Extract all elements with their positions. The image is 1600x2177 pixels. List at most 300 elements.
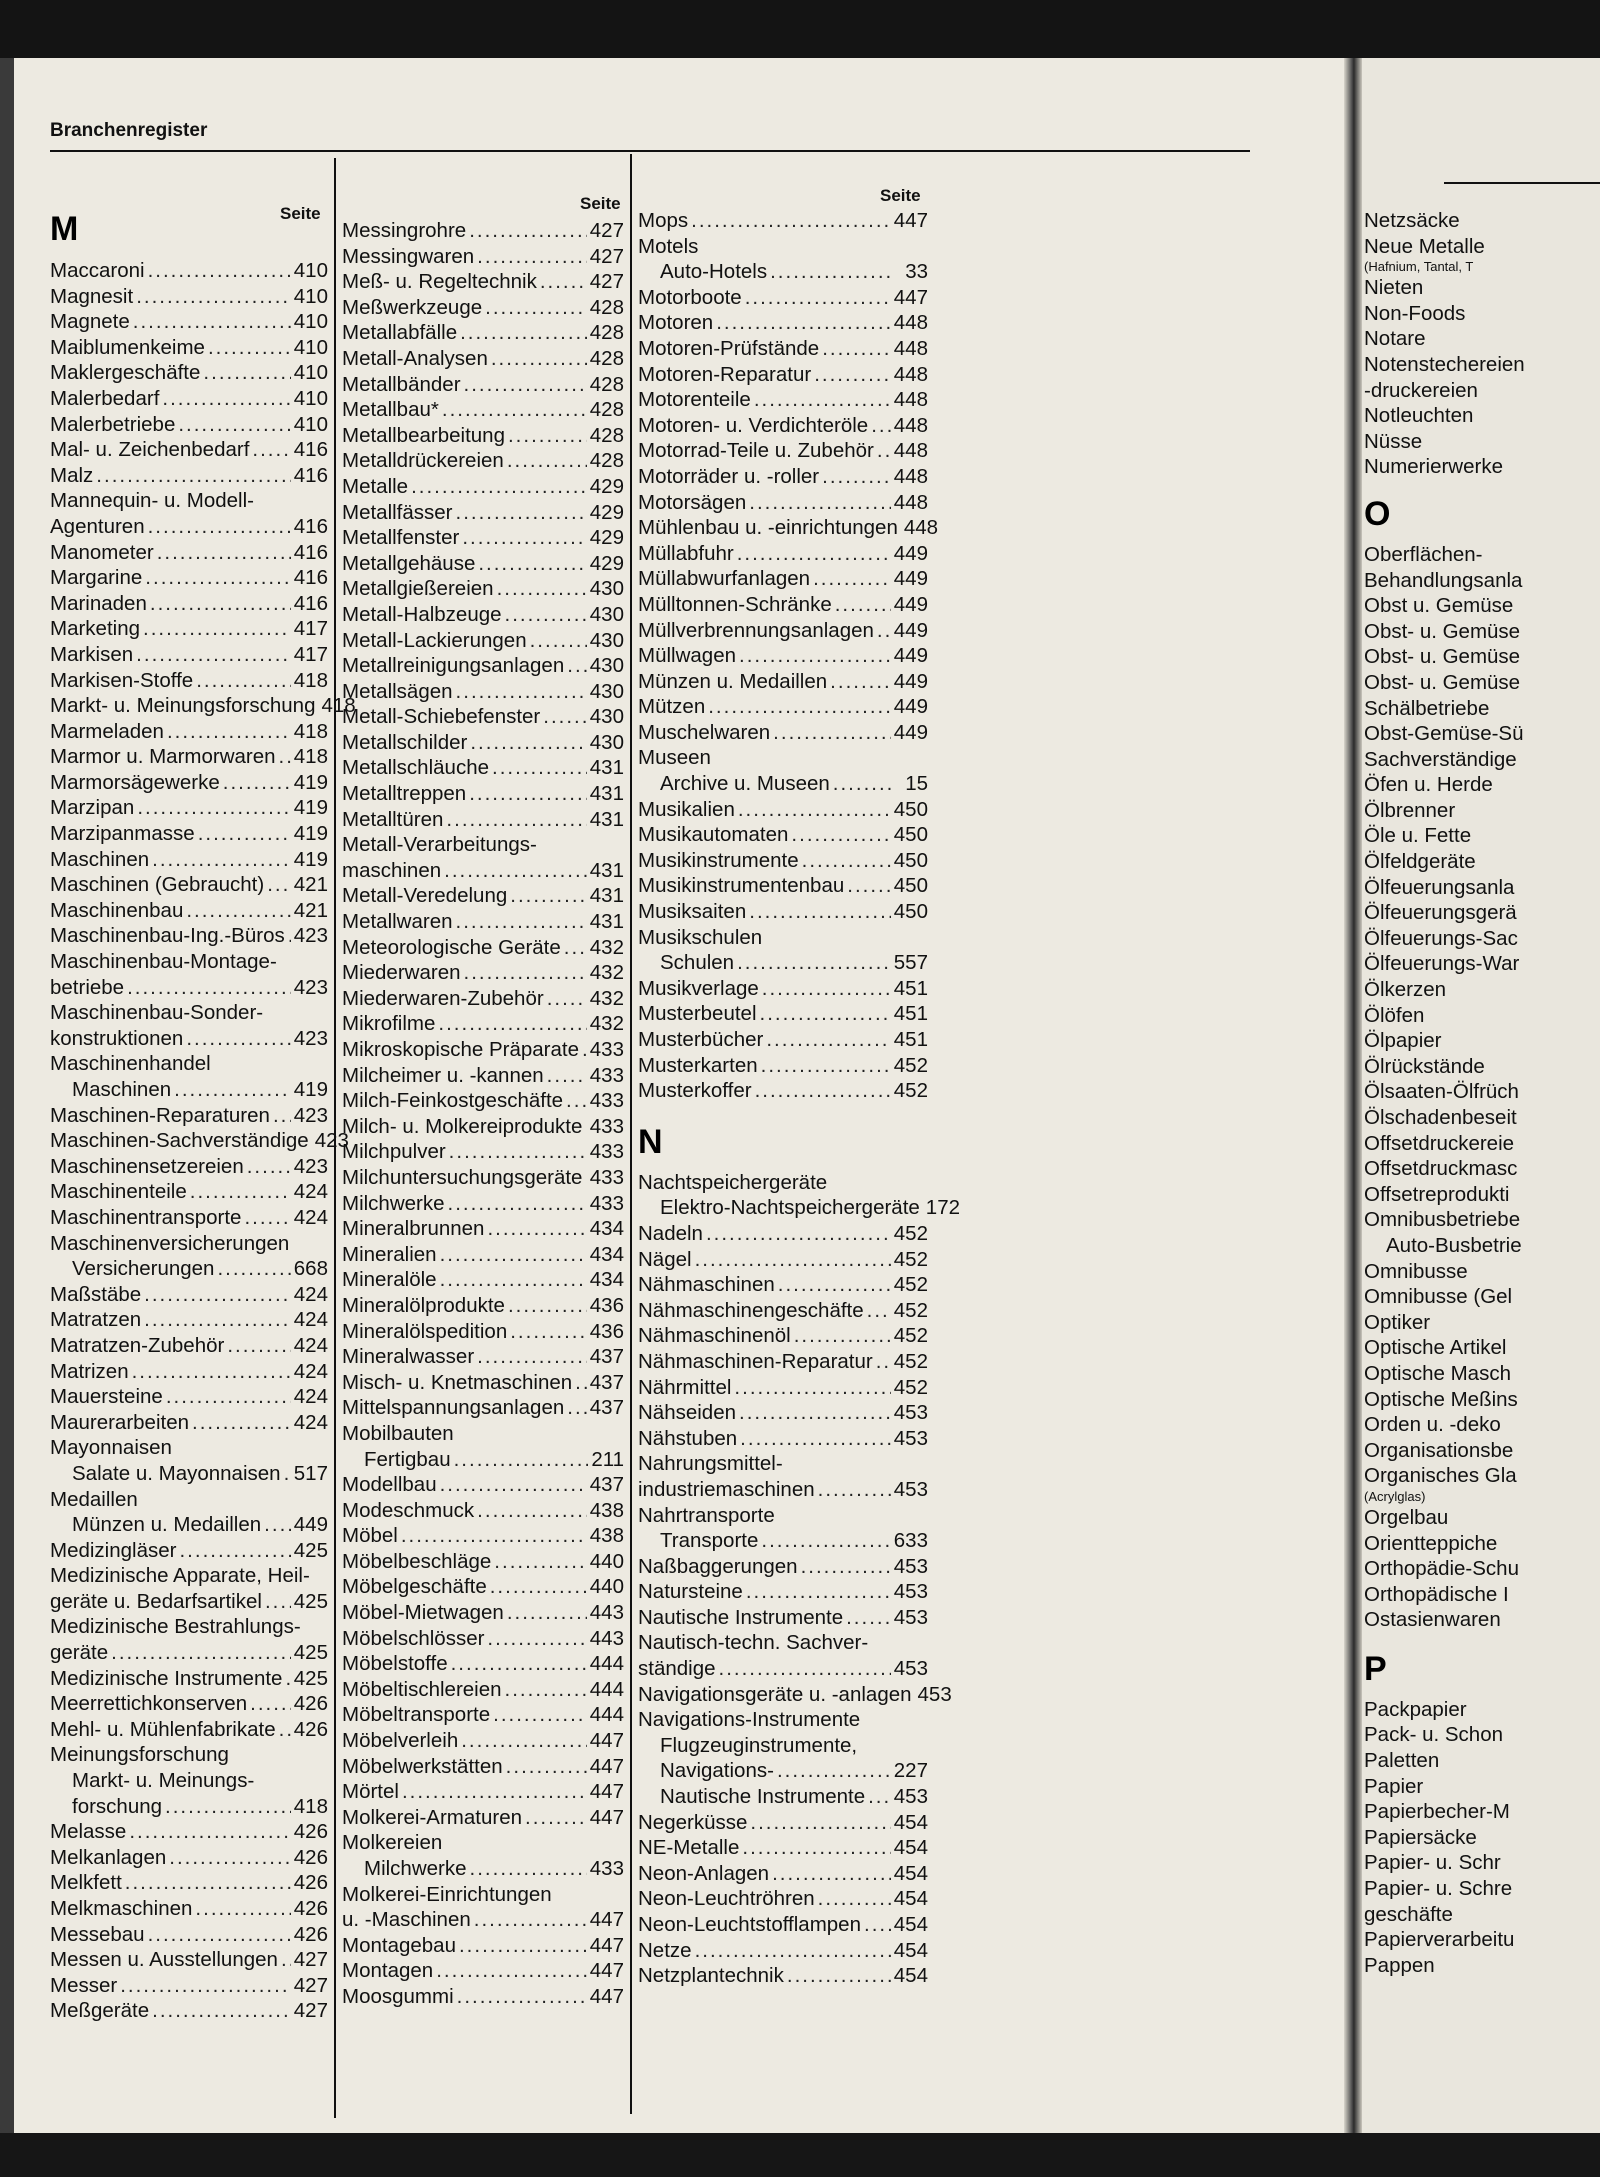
leader-dots	[127, 975, 291, 1001]
entry-page-number: 416	[293, 514, 328, 538]
index-entry	[1364, 568, 1600, 594]
column-3-entries-n	[638, 1170, 961, 1989]
entry-term: Mops	[638, 209, 689, 232]
entry-term: Versicherungen	[72, 1257, 215, 1281]
index-entry	[50, 898, 328, 924]
entry-term: Milch- u. Molkereiprodukte	[342, 1114, 583, 1138]
index-entry	[342, 1216, 624, 1242]
index-entry	[342, 1882, 624, 1908]
leader-dots	[125, 1870, 291, 1896]
index-entry	[342, 730, 624, 756]
index-entry	[342, 653, 624, 679]
entry-term: Omnibusbetriebe	[1364, 1208, 1521, 1232]
entry-term: Salate u. Mayonnaisen	[72, 1461, 281, 1485]
entry-page-number: 454	[893, 1913, 928, 1936]
leader-dots	[464, 372, 587, 398]
leader-dots	[540, 269, 587, 295]
entry-term: Marzipan	[50, 796, 135, 820]
entry-term: Optische Artikel	[1364, 1336, 1507, 1360]
entry-page-number: 453	[893, 1554, 928, 1578]
index-entry	[342, 832, 624, 858]
index-entry	[1364, 747, 1600, 773]
entry-term: Münzen u. Medaillen	[638, 669, 828, 693]
index-entry	[50, 872, 328, 898]
leader-dots	[505, 1677, 587, 1703]
index-entry	[638, 387, 928, 413]
entry-term: Mannequin- u. Modell-	[50, 489, 254, 513]
index-entry	[342, 1933, 624, 1959]
entry-page-number: 453	[893, 1785, 928, 1809]
entry-term: Navigations-Instrumente	[638, 1708, 861, 1732]
index-entry	[342, 1472, 624, 1498]
column-4-entries-o	[1364, 542, 1600, 1633]
index-entry	[638, 490, 928, 516]
leader-dots	[448, 1191, 587, 1217]
entry-term: Transporte	[660, 1529, 759, 1553]
entry-page-number: 429	[589, 500, 624, 524]
entry-term: Möbeltischlereien	[342, 1677, 502, 1701]
entry-page-number: 431	[589, 910, 624, 934]
index-entry	[1364, 352, 1600, 378]
index-entry	[342, 1267, 624, 1293]
entry-page-number: 448	[893, 362, 928, 386]
entry-page-number: 424	[293, 1333, 328, 1357]
entry-term: Markisen-Stoffe	[50, 668, 194, 692]
index-entry	[1364, 1774, 1600, 1800]
leader-dots	[217, 1256, 290, 1282]
entry-page-number: 423	[293, 975, 328, 999]
index-entry	[342, 1728, 624, 1754]
leader-dots	[136, 642, 291, 668]
entry-page-number: 410	[293, 335, 328, 359]
entry-term: Elektro-Nachtspeichergeräte	[660, 1196, 920, 1220]
leader-dots	[198, 821, 291, 847]
index-entry	[342, 960, 624, 986]
leader-dots	[470, 730, 586, 756]
index-entry	[638, 259, 928, 285]
entry-page-number: 425	[293, 1589, 328, 1613]
leader-dots	[493, 1702, 587, 1728]
index-entry	[50, 309, 328, 335]
entry-page-number: 428	[589, 372, 624, 396]
leader-dots	[749, 490, 891, 516]
entry-term: Metalle	[342, 474, 409, 498]
leader-dots	[178, 412, 290, 438]
index-entry	[638, 1195, 961, 1221]
entry-term: Organisationsbe	[1364, 1438, 1514, 1462]
entry-term: Meinungsforschung	[50, 1743, 229, 1767]
leader-dots	[487, 1626, 586, 1652]
index-entry	[50, 975, 328, 1001]
leader-dots	[157, 540, 291, 566]
entry-term: Maschinen	[72, 1078, 172, 1101]
index-entry	[342, 448, 624, 474]
index-entry	[1364, 1387, 1600, 1413]
index-entry	[342, 1344, 624, 1370]
entry-page-number: 430	[589, 705, 624, 729]
index-entry	[638, 1349, 928, 1375]
entry-page-number: 429	[589, 551, 624, 575]
leader-dots	[818, 1477, 891, 1503]
index-entry	[342, 1754, 624, 1780]
entry-term: Mittelspannungsanlagen	[342, 1396, 565, 1420]
entry-page-number: 430	[589, 628, 624, 652]
index-entry	[342, 704, 624, 730]
leader-dots	[818, 1886, 891, 1912]
leader-dots	[462, 525, 586, 551]
entry-page-number: 427	[293, 1948, 328, 1972]
index-entry	[638, 797, 928, 823]
leader-dots	[120, 1973, 291, 1999]
entry-term: Maschinen (Gebraucht)	[50, 873, 265, 897]
entry-term: Messen u. Ausstellungen	[50, 1948, 278, 1972]
entry-page-number: 416	[293, 438, 328, 462]
entry-page-number: 425	[293, 1666, 328, 1690]
entry-term: Markt- u. Meinungs-	[72, 1769, 255, 1793]
entry-term: Musikalien	[638, 797, 735, 821]
entry-term: Margarine	[50, 566, 143, 590]
entry-term: Metall-Lackierungen	[342, 628, 527, 652]
entry-term: Ölfeuerungsgerä	[1364, 901, 1517, 925]
index-entry	[50, 1922, 328, 1948]
index-entry	[50, 1538, 328, 1564]
entry-page-number: 410	[293, 412, 328, 436]
entry-term: Maßstäbe	[50, 1282, 142, 1306]
entry-page-number: 430	[589, 577, 624, 601]
entry-page-number: 452	[893, 1324, 928, 1348]
entry-term: Ölrückstände	[1364, 1054, 1485, 1078]
index-entry	[638, 592, 928, 618]
entry-page-number: 421	[293, 873, 328, 897]
entry-term: forschung	[72, 1794, 163, 1818]
index-entry	[50, 668, 328, 694]
entry-term: Nieten	[1364, 276, 1424, 300]
index-entry	[1364, 977, 1600, 1003]
index-entry	[1364, 1463, 1600, 1489]
entry-page-number: 557	[893, 951, 928, 975]
index-entry	[1364, 1876, 1600, 1902]
entry-page-number: 418	[293, 745, 328, 769]
entry-term: Maccaroni	[50, 259, 145, 282]
index-entry	[638, 234, 928, 260]
index-entry	[342, 295, 624, 321]
entry-page-number: 448	[893, 439, 928, 463]
entry-term: Obst- u. Gemüse	[1364, 619, 1521, 643]
index-entry	[638, 822, 928, 848]
entry-term: Metallbänder	[342, 372, 461, 396]
index-entry	[1364, 1207, 1600, 1233]
index-entry	[638, 1426, 928, 1452]
entry-term: Maschinenbau-Montage-	[50, 950, 277, 974]
leader-dots	[449, 1139, 587, 1165]
index-entry	[638, 515, 939, 541]
entry-term: Ostasienwaren	[1364, 1608, 1501, 1632]
entry-term: Nachtspeichergeräte	[638, 1170, 828, 1194]
entry-page-number: 434	[589, 1217, 624, 1241]
entry-page-number: 452	[893, 1221, 928, 1245]
entry-page-number: 447	[589, 1959, 624, 1983]
entry-term: Ölfeuerungs-War	[1364, 952, 1520, 976]
entry-page-number: 419	[293, 770, 328, 794]
entry-term: Matrizen	[50, 1359, 129, 1383]
index-entry	[1364, 1361, 1600, 1387]
entry-term: Paletten	[1364, 1749, 1440, 1773]
entry-term: Maschinen	[50, 847, 150, 871]
leader-dots	[267, 872, 291, 898]
index-entry	[50, 1384, 328, 1410]
entry-term: Ölschadenbeseit	[1364, 1106, 1517, 1129]
index-entry	[1364, 1748, 1600, 1774]
leader-dots	[152, 1998, 291, 2024]
entry-page-number: 432	[589, 1012, 624, 1036]
index-entry	[50, 1231, 328, 1257]
index-entry	[1364, 1927, 1600, 1953]
leader-dots	[708, 694, 891, 720]
index-entry	[342, 1447, 624, 1473]
entry-term: Ölfeuerungsanla	[1364, 875, 1515, 899]
leader-dots	[737, 541, 891, 567]
entry-page-number: 433	[589, 1063, 624, 1087]
leader-dots	[152, 847, 291, 873]
entry-term: Nahrtransporte	[638, 1503, 775, 1527]
index-entry	[50, 847, 328, 873]
entry-page-number: 416	[293, 591, 328, 615]
entry-term: Matratzen	[50, 1308, 142, 1332]
entry-term: Maurerarbeiten	[50, 1410, 190, 1434]
leader-dots	[485, 295, 587, 321]
entry-term: Optiker	[1364, 1310, 1431, 1334]
index-entry	[638, 1078, 928, 1104]
entry-page-number: 454	[893, 1938, 928, 1962]
index-entry	[342, 269, 624, 295]
entry-term: Organisches Gla	[1364, 1464, 1517, 1488]
entry-term: maschinen	[342, 858, 442, 882]
index-entry	[1364, 1054, 1600, 1080]
index-entry	[342, 1830, 624, 1856]
leader-dots	[203, 360, 290, 386]
leader-dots	[252, 437, 290, 463]
entry-page-number: 429	[589, 474, 624, 498]
entry-page-number: 431	[589, 858, 624, 882]
leader-dots	[739, 1400, 891, 1426]
leader-dots	[830, 669, 891, 695]
index-entry	[1364, 326, 1600, 352]
entry-term: Medizingläser	[50, 1538, 177, 1562]
index-entry	[50, 1794, 328, 1820]
column-1-entries	[50, 258, 356, 2024]
leader-dots	[179, 1538, 290, 1564]
entry-page-number: 423	[293, 1026, 328, 1050]
entry-page-number: 426	[293, 1871, 328, 1895]
index-entry	[50, 540, 328, 566]
column-2-entries	[342, 218, 624, 2010]
entry-term: Optische Masch	[1364, 1361, 1511, 1385]
column-4-entries-n	[1364, 208, 1600, 480]
index-entry	[50, 923, 328, 949]
index-entry	[342, 1242, 624, 1268]
entry-term: Optische Meßins	[1364, 1387, 1518, 1411]
entry-page-number: 453	[893, 1657, 928, 1681]
index-entry	[342, 218, 624, 244]
leader-dots	[285, 1666, 290, 1692]
entry-term: Molkerei-Armaturen	[342, 1805, 522, 1829]
entry-page-number: 431	[589, 782, 624, 806]
index-entry	[50, 591, 328, 617]
entry-term: Markt- u. Meinungsforschung	[50, 694, 316, 718]
entry-term: Mineralien	[342, 1242, 437, 1266]
entry-page-number: 633	[893, 1529, 928, 1553]
index-entry	[1364, 619, 1600, 645]
entry-page-number: 410	[293, 386, 328, 410]
leader-dots	[411, 474, 587, 500]
index-entry	[50, 770, 328, 796]
entry-term: Mülltonnen-Schränke	[638, 592, 832, 616]
entry-term: Metallfenster	[342, 526, 460, 550]
leader-dots	[96, 463, 290, 489]
index-entry	[1364, 1105, 1600, 1131]
leader-dots	[279, 744, 291, 770]
entry-term: Archive u. Museen	[660, 772, 830, 796]
index-entry	[638, 1835, 928, 1861]
entry-term: Orgelbau	[1364, 1505, 1449, 1529]
leader-dots	[547, 1063, 587, 1089]
leader-dots	[822, 464, 891, 490]
leader-dots	[477, 1498, 587, 1524]
entry-term: Ölsaaten-Ölfrüch	[1364, 1080, 1519, 1104]
entry-term: Motorräder u. -roller	[638, 464, 820, 488]
entry-term: Nähmaschinen-Reparatur	[638, 1349, 873, 1373]
entry-term: Musiksaiten	[638, 900, 747, 924]
entry-page-number: 454	[893, 1861, 928, 1885]
entry-page-number: 443	[589, 1601, 624, 1625]
leader-dots	[442, 397, 587, 423]
entry-page-number: 450	[893, 797, 928, 821]
index-entry	[342, 1139, 624, 1165]
entry-page-number: 416	[293, 566, 328, 590]
entry-page-number: 211	[591, 1447, 624, 1471]
index-entry	[50, 1487, 328, 1513]
leader-dots	[691, 208, 891, 234]
index-entry	[50, 1154, 328, 1180]
entry-page-number: 447	[589, 1984, 624, 2008]
index-entry	[342, 1191, 624, 1217]
entry-page-number: 426	[293, 1897, 328, 1920]
leader-dots	[813, 566, 891, 592]
index-entry	[638, 618, 928, 644]
entry-term: Metalltüren	[342, 807, 444, 831]
leader-dots	[695, 1938, 891, 1964]
entry-term: Müllabwurfanlagen	[638, 567, 811, 591]
entry-page-number: 452	[893, 1298, 928, 1322]
index-entry	[1364, 1156, 1600, 1182]
entry-term: konstruktionen	[50, 1026, 184, 1050]
index-entry	[1364, 1902, 1600, 1928]
entry-term: Neue Metalle	[1364, 234, 1485, 258]
entry-page-number: 433	[589, 1191, 624, 1215]
leader-dots	[716, 310, 891, 336]
index-entry	[1364, 721, 1600, 747]
leader-dots	[174, 1077, 291, 1103]
entry-term: Mayonnaisen	[50, 1436, 172, 1460]
entry-term: Motoren-Reparatur	[638, 362, 812, 386]
entry-page-number: 430	[589, 679, 624, 703]
entry-term: Musikautomaten	[638, 823, 789, 847]
entry-page-number: 424	[293, 1180, 328, 1204]
column-4	[1364, 208, 1600, 1978]
leader-dots	[706, 1221, 891, 1247]
index-entry	[50, 1512, 328, 1538]
leader-dots	[754, 387, 891, 413]
entry-term: Navigationsgeräte u. -anlagen	[638, 1682, 912, 1706]
entry-term: Maschinentransporte	[50, 1205, 242, 1229]
column-3	[638, 208, 961, 1989]
index-entry	[1364, 234, 1600, 260]
entry-term: Metallsägen	[342, 679, 453, 703]
entry-page-number: 449	[893, 644, 928, 668]
entry-page-number: 423	[293, 1154, 328, 1178]
index-entry	[638, 1605, 928, 1631]
entry-page-number: 517	[293, 1461, 328, 1485]
index-entry	[50, 719, 328, 745]
leader-dots	[284, 1461, 291, 1487]
entry-term: Musikinstrumentenbau	[638, 874, 845, 898]
index-entry	[638, 1733, 928, 1759]
entry-term: Motorsägen	[638, 490, 747, 514]
index-entry	[50, 1717, 328, 1743]
entry-page-number: 438	[589, 1498, 624, 1522]
index-entry	[50, 1026, 328, 1052]
index-entry	[1364, 1953, 1600, 1979]
leader-dots	[567, 653, 587, 679]
leader-dots	[451, 1651, 587, 1677]
index-entry	[1364, 1028, 1600, 1054]
index-entry	[638, 1656, 928, 1682]
index-entry	[638, 285, 928, 311]
leader-dots	[461, 1728, 587, 1754]
column-4-entries-p	[1364, 1697, 1600, 1979]
index-entry	[50, 1614, 328, 1640]
leader-dots	[477, 1344, 587, 1370]
leader-dots	[401, 1523, 587, 1549]
entry-term: Natursteine	[638, 1580, 743, 1604]
index-entry	[50, 1128, 349, 1154]
entry-term: Möbelstoffe	[342, 1652, 448, 1676]
leader-dots	[186, 898, 290, 924]
entry-term: Maschinensetzereien	[50, 1154, 244, 1178]
index-entry	[638, 1375, 928, 1401]
entry-term: Motorrad-Teile u. Zubehör	[638, 439, 874, 463]
index-entry	[50, 1256, 328, 1282]
index-entry	[1364, 275, 1600, 301]
entry-term: Malz	[50, 463, 94, 487]
index-entry	[638, 1451, 928, 1477]
entry-term: Matratzen-Zubehör	[50, 1333, 225, 1357]
entry-term: Messebau	[50, 1922, 145, 1946]
header-rule	[50, 150, 1250, 152]
index-entry	[342, 423, 624, 449]
entry-page-number: 440	[589, 1575, 624, 1599]
column-3-entries-m	[638, 208, 939, 1104]
entry-page-number: 426	[293, 1845, 328, 1869]
entry-term: Flugzeuginstrumente,	[660, 1733, 858, 1757]
entry-term: Motoren	[638, 311, 714, 335]
entry-term: Molkereien	[342, 1831, 443, 1855]
leader-dots	[440, 1242, 587, 1268]
entry-term: Motoren- u. Verdichteröle	[638, 413, 869, 437]
entry-term: Milchpulver	[342, 1140, 446, 1164]
entry-page-number: 436	[589, 1293, 624, 1317]
entry-page-number: 453	[893, 1605, 928, 1629]
